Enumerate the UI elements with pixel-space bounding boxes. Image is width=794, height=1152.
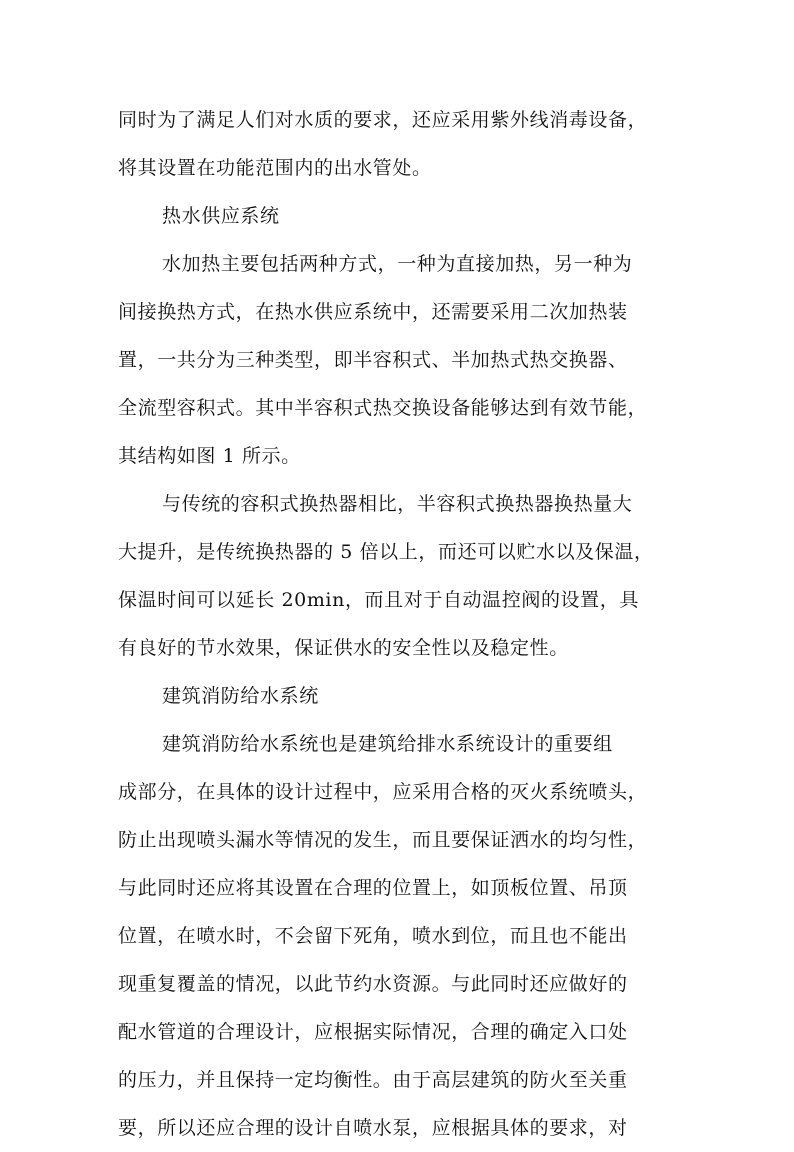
paragraph-line: 同时为了满足人们对水质的要求，还应采用紫外线消毒设备，: [118, 109, 648, 131]
paragraph-line: 防止出现喷头漏水等情况的发生，而且要保证洒水的均匀性，: [118, 829, 648, 851]
paragraph-line: 水加热主要包括两种方式，一种为直接加热，另一种为: [162, 253, 633, 275]
paragraph-line: 位置，在喷水时，不会留下死角，喷水到位，而且也不能出: [118, 925, 628, 947]
paragraph-line: 的压力，并且保持一定均衡性。由于高层建筑的防火至关重: [118, 1069, 628, 1091]
paragraph-line: 大提升，是传统换热器的 5 倍以上，而还可以贮水以及保温，: [118, 541, 654, 563]
paragraph-line: 配水管道的合理设计，应根据实际情况，合理的确定入口处: [118, 1021, 628, 1043]
document-body: [118, 96, 688, 1152]
paragraph-line: 保温时间可以延长 20min，而且对于自动温控阀的设置，具: [118, 589, 639, 611]
paragraph-line: 要，所以还应合理的设计自喷水泵，应根据具体的要求，对: [118, 1117, 628, 1139]
paragraph-line: 现重复覆盖的情况，以此节约水资源。与此同时还应做好的: [118, 973, 628, 995]
paragraph-line: 其结构如图 1 所示。: [118, 445, 301, 467]
paragraph-line: 全流型容积式。其中半容积式热交换设备能够达到有效节能，: [118, 397, 648, 419]
paragraph-line: 间接换热方式，在热水供应系统中，还需要采用二次加热装: [118, 301, 628, 323]
paragraph-line: 与传统的容积式换热器相比，半容积式换热器换热量大: [162, 493, 633, 515]
paragraph-line: 成部分，在具体的设计过程中，应采用合格的灭火系统喷头，: [118, 781, 648, 803]
paragraph-line: 置，一共分为三种类型，即半容积式、半加热式热交换器、: [118, 349, 628, 371]
section-heading-fire-water: 建筑消防给水系统: [162, 685, 319, 707]
paragraph-line: 建筑消防给水系统也是建筑给排水系统设计的重要组: [162, 733, 613, 755]
paragraph-line: 将其设置在功能范围内的出水管处。: [118, 157, 432, 179]
section-heading-hot-water: 热水供应系统: [162, 205, 280, 227]
paragraph-line: 与此同时还应将其设置在合理的位置上，如顶板位置、吊顶: [118, 877, 628, 899]
paragraph-line: 有良好的节水效果，保证供水的安全性以及稳定性。: [118, 637, 569, 659]
